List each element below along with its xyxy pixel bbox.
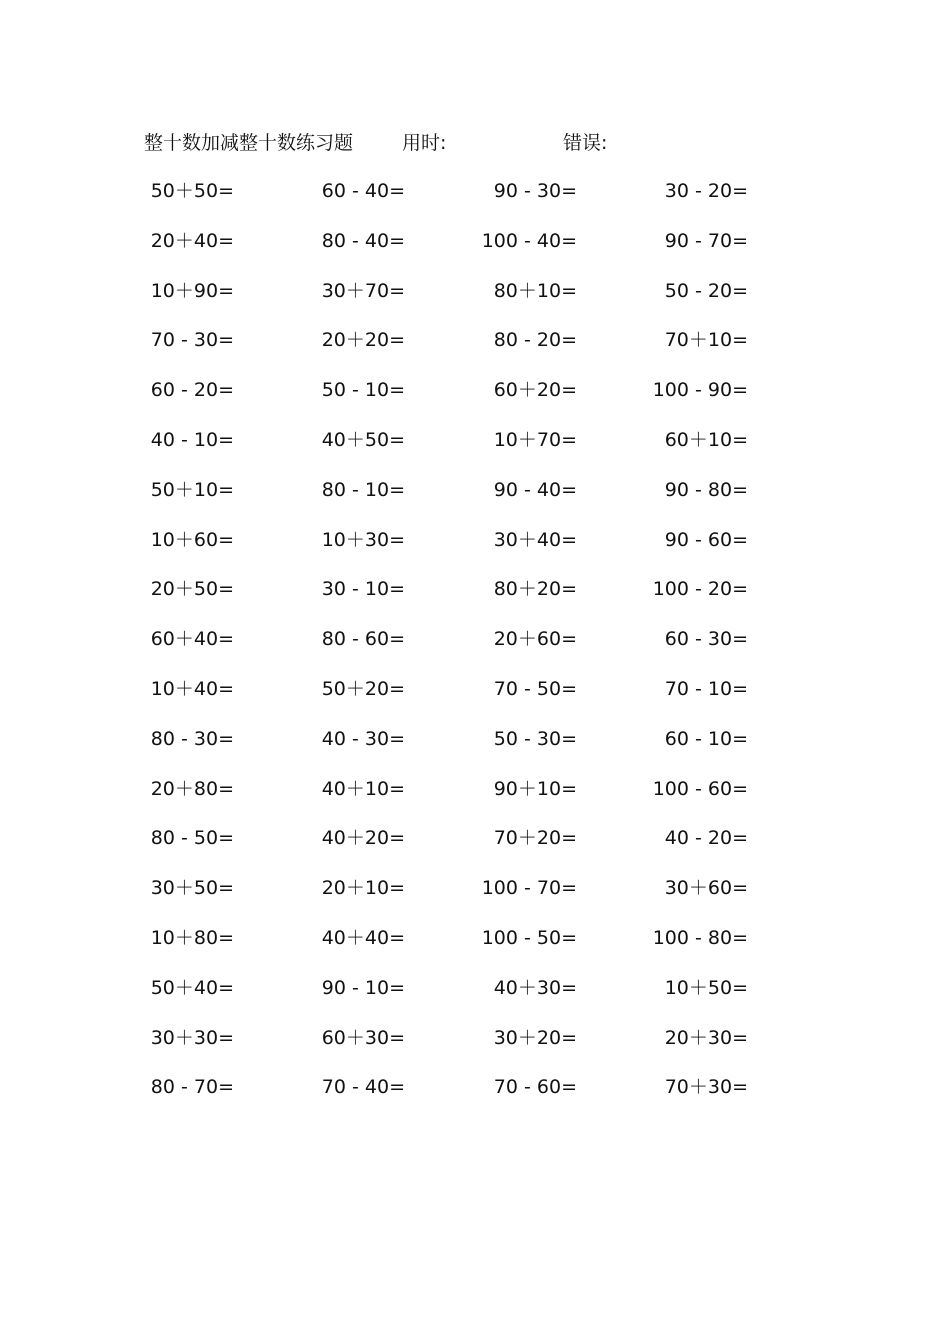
problem: 10＋50=	[664, 976, 748, 999]
problem: 40＋10=	[321, 777, 405, 800]
problem: 60 - 30=	[664, 628, 748, 651]
problem-row	[0, 323, 950, 373]
problem: 90 - 10=	[321, 976, 405, 999]
problem: 100 - 70=	[481, 877, 577, 900]
problem-row	[0, 971, 950, 1021]
problem: 50＋10=	[150, 478, 234, 501]
problem-row	[0, 572, 950, 622]
problem: 50 - 20=	[664, 279, 748, 302]
problem: 20＋60=	[493, 628, 577, 651]
problem: 50＋20=	[321, 677, 405, 700]
problem: 30＋60=	[664, 877, 748, 900]
problem: 100 - 90=	[652, 379, 748, 402]
problem: 80 - 40=	[321, 229, 405, 252]
problem: 80＋10=	[493, 279, 577, 302]
problem: 30＋40=	[493, 528, 577, 551]
problem-row	[0, 921, 950, 971]
problem: 70 - 60=	[493, 1076, 577, 1099]
problem: 20＋10=	[321, 877, 405, 900]
problem: 40＋40=	[321, 926, 405, 949]
problem: 40 - 20=	[664, 827, 748, 850]
problem-row	[0, 224, 950, 274]
problem: 70＋30=	[664, 1076, 748, 1099]
problem: 40＋50=	[321, 428, 405, 451]
problem: 90 - 30=	[493, 180, 577, 202]
problem: 80 - 10=	[321, 478, 405, 501]
problem: 80 - 20=	[493, 329, 577, 352]
problem-row	[0, 274, 950, 324]
problem: 100 - 20=	[652, 578, 748, 601]
problem: 20＋50=	[150, 578, 234, 601]
problem: 70 - 10=	[664, 677, 748, 700]
problem: 60＋10=	[664, 428, 748, 451]
problem: 80 - 70=	[150, 1076, 234, 1099]
problem: 90 - 60=	[664, 528, 748, 551]
problem: 40 - 10=	[150, 428, 234, 451]
problem: 70 - 40=	[321, 1076, 405, 1099]
problem: 60 - 20=	[150, 379, 234, 402]
problem: 90 - 70=	[664, 229, 748, 252]
time-label: 用时:	[402, 132, 447, 154]
problem: 60＋20=	[493, 379, 577, 402]
worksheet-title: 整十数加减整十数练习题	[144, 132, 354, 154]
problem: 100 - 50=	[481, 926, 577, 949]
problem: 60 - 10=	[664, 727, 748, 750]
problem: 70＋10=	[664, 329, 748, 352]
problem: 10＋30=	[321, 528, 405, 551]
problem-row	[0, 473, 950, 523]
problem: 10＋70=	[493, 428, 577, 451]
problem: 90＋10=	[493, 777, 577, 800]
problem: 30＋30=	[150, 1026, 234, 1049]
problem-row	[0, 772, 950, 822]
worksheet-header	[0, 129, 950, 157]
problem-row	[0, 722, 950, 772]
problem: 40＋20=	[321, 827, 405, 850]
problem: 70＋20=	[493, 827, 577, 850]
problem-row	[0, 174, 950, 224]
problem: 80 - 30=	[150, 727, 234, 750]
problem: 100 - 40=	[481, 229, 577, 252]
problem: 70 - 50=	[493, 677, 577, 700]
problem: 50 - 10=	[321, 379, 405, 402]
problem: 50 - 30=	[493, 727, 577, 750]
problem: 60＋40=	[150, 628, 234, 651]
problem: 80 - 60=	[321, 628, 405, 651]
problem-row	[0, 622, 950, 672]
problem-row	[0, 871, 950, 921]
problem: 20＋40=	[150, 229, 234, 252]
problem: 80＋20=	[493, 578, 577, 601]
problem: 70 - 30=	[150, 329, 234, 352]
problem: 50＋50=	[150, 180, 234, 202]
problem: 10＋60=	[150, 528, 234, 551]
problem: 10＋90=	[150, 279, 234, 302]
problem-row	[0, 373, 950, 423]
problem: 60 - 40=	[321, 180, 405, 202]
problem: 90 - 80=	[664, 478, 748, 501]
problem: 10＋40=	[150, 677, 234, 700]
problem-row	[0, 523, 950, 573]
problem: 50＋40=	[150, 976, 234, 999]
problem-row	[0, 672, 950, 722]
problem: 30＋50=	[150, 877, 234, 900]
problem: 20＋20=	[321, 329, 405, 352]
problem: 30＋20=	[493, 1026, 577, 1049]
problem: 10＋80=	[150, 926, 234, 949]
problem-row	[0, 1021, 950, 1071]
problem: 40 - 30=	[321, 727, 405, 750]
problem: 30 - 20=	[664, 180, 748, 202]
problem: 80 - 50=	[150, 827, 234, 850]
problem: 20＋30=	[664, 1026, 748, 1049]
problem: 40＋30=	[493, 976, 577, 999]
problem: 30 - 10=	[321, 578, 405, 601]
problem-row	[0, 1070, 950, 1120]
problem-row	[0, 423, 950, 473]
problem: 100 - 80=	[652, 926, 748, 949]
problem: 20＋80=	[150, 777, 234, 800]
problem: 100 - 60=	[652, 777, 748, 800]
error-label: 错误:	[563, 132, 608, 154]
problem-row	[0, 821, 950, 871]
problem: 60＋30=	[321, 1026, 405, 1049]
problem-grid	[0, 174, 950, 1120]
problem: 30＋70=	[321, 279, 405, 302]
problem: 90 - 40=	[493, 478, 577, 501]
